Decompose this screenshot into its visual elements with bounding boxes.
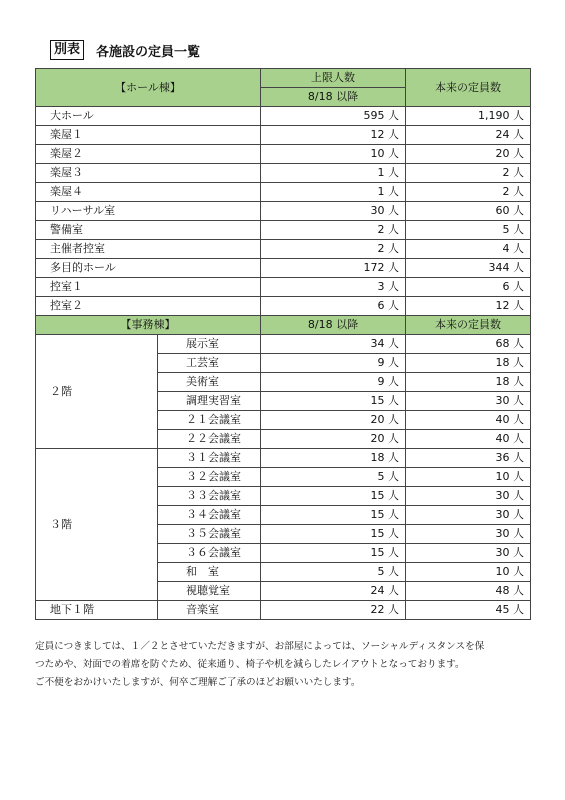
floor-label: 地下１階 <box>36 601 158 620</box>
room-limit: 6 人 <box>261 297 406 316</box>
room-capacity: 45 人 <box>406 601 531 620</box>
hall-header-row <box>36 69 531 88</box>
room-capacity: 1,190 人 <box>406 107 531 126</box>
room-name: ２２会議室 <box>158 430 261 449</box>
office-room-row <box>36 601 531 620</box>
room-limit: 30 人 <box>261 202 406 221</box>
room-name: ３６会議室 <box>158 544 261 563</box>
floor-label: ３階 <box>36 449 158 601</box>
room-limit: 34 人 <box>261 335 406 354</box>
room-limit: 20 人 <box>261 430 406 449</box>
room-limit: 172 人 <box>261 259 406 278</box>
title-text: 各施設の定員一覧 <box>96 44 201 60</box>
room-name: リハーサル室 <box>36 202 261 221</box>
room-capacity: 18 人 <box>406 373 531 392</box>
room-capacity: 30 人 <box>406 544 531 563</box>
room-limit: 2 人 <box>261 240 406 259</box>
room-limit: 18 人 <box>261 449 406 468</box>
room-name: 大ホール <box>36 107 261 126</box>
room-capacity: 4 人 <box>406 240 531 259</box>
room-name: ３１会議室 <box>158 449 261 468</box>
room-name: 調理実習室 <box>158 392 261 411</box>
appendix-tag: 別表 <box>50 40 84 60</box>
hall-room-row <box>36 145 531 164</box>
hall-room-row <box>36 240 531 259</box>
capacity-column-header: 本来の定員数 <box>406 69 531 107</box>
floor-label: ２階 <box>36 335 158 449</box>
room-name: 工芸室 <box>158 354 261 373</box>
room-limit: 15 人 <box>261 392 406 411</box>
room-name: 展示室 <box>158 335 261 354</box>
room-name: 視聴覚室 <box>158 582 261 601</box>
room-capacity: 2 人 <box>406 164 531 183</box>
room-name: 美術室 <box>158 373 261 392</box>
room-limit: 15 人 <box>261 506 406 525</box>
room-limit: 2 人 <box>261 221 406 240</box>
room-capacity: 18 人 <box>406 354 531 373</box>
room-capacity: 30 人 <box>406 392 531 411</box>
room-capacity: 10 人 <box>406 468 531 487</box>
date-column-header: 8/18 以降 <box>261 88 406 107</box>
room-capacity: 30 人 <box>406 506 531 525</box>
hall-room-row <box>36 126 531 145</box>
room-name: 音楽室 <box>158 601 261 620</box>
room-name: ３５会議室 <box>158 525 261 544</box>
room-capacity: 10 人 <box>406 563 531 582</box>
hall-room-row <box>36 221 531 240</box>
room-capacity: 30 人 <box>406 487 531 506</box>
hall-room-row <box>36 107 531 126</box>
hall-room-row <box>36 202 531 221</box>
room-limit: 1 人 <box>261 183 406 202</box>
room-limit: 9 人 <box>261 373 406 392</box>
room-limit: 15 人 <box>261 525 406 544</box>
room-limit: 595 人 <box>261 107 406 126</box>
room-capacity: 20 人 <box>406 145 531 164</box>
room-name: 楽屋２ <box>36 145 261 164</box>
hall-room-row <box>36 164 531 183</box>
hall-room-row <box>36 183 531 202</box>
hall-section-header: 【ホール棟】 <box>36 69 261 107</box>
hall-room-row <box>36 297 531 316</box>
room-capacity: 68 人 <box>406 335 531 354</box>
footnote-line: ご不便をおかけいたしますが、何卒ご理解ご了承のほどお願いいたします。 <box>35 677 361 688</box>
footnote-line: 定員につきましては、１／２とさせていただきますが、お部屋によっては、ソーシャルディスタンスを保 <box>35 641 485 652</box>
capacity-table-body <box>36 69 531 620</box>
office-room-row <box>36 335 531 354</box>
room-limit: 22 人 <box>261 601 406 620</box>
hall-room-row <box>36 278 531 297</box>
room-capacity: 60 人 <box>406 202 531 221</box>
room-capacity: 6 人 <box>406 278 531 297</box>
room-limit: 12 人 <box>261 126 406 145</box>
room-name: ２１会議室 <box>158 411 261 430</box>
page-title <box>50 40 200 60</box>
room-name: ３３会議室 <box>158 487 261 506</box>
room-name: 楽屋４ <box>36 183 261 202</box>
room-name: 警備室 <box>36 221 261 240</box>
room-limit: 15 人 <box>261 487 406 506</box>
room-capacity: 24 人 <box>406 126 531 145</box>
room-name: 控室１ <box>36 278 261 297</box>
room-name: ３４会議室 <box>158 506 261 525</box>
office-room-row <box>36 449 531 468</box>
limit-column-header: 上限人数 <box>261 69 406 88</box>
room-capacity: 48 人 <box>406 582 531 601</box>
capacity-table <box>35 68 531 620</box>
room-name: 控室２ <box>36 297 261 316</box>
room-limit: 20 人 <box>261 411 406 430</box>
room-capacity: 5 人 <box>406 221 531 240</box>
room-capacity: 40 人 <box>406 411 531 430</box>
room-name: ３２会議室 <box>158 468 261 487</box>
room-limit: 3 人 <box>261 278 406 297</box>
room-capacity: 344 人 <box>406 259 531 278</box>
office-section-header: 【事務棟】 <box>36 316 261 335</box>
room-limit: 15 人 <box>261 544 406 563</box>
room-limit: 5 人 <box>261 563 406 582</box>
room-capacity: 40 人 <box>406 430 531 449</box>
footnote <box>35 638 535 692</box>
room-capacity: 30 人 <box>406 525 531 544</box>
capacity-column-header: 本来の定員数 <box>406 316 531 335</box>
room-name: 多目的ホール <box>36 259 261 278</box>
office-header-row <box>36 316 531 335</box>
room-limit: 24 人 <box>261 582 406 601</box>
room-capacity: 36 人 <box>406 449 531 468</box>
room-name: 主催者控室 <box>36 240 261 259</box>
room-capacity: 12 人 <box>406 297 531 316</box>
room-name: 和 室 <box>158 563 261 582</box>
room-limit: 5 人 <box>261 468 406 487</box>
date-column-header: 8/18 以降 <box>261 316 406 335</box>
room-name: 楽屋３ <box>36 164 261 183</box>
room-name: 楽屋１ <box>36 126 261 145</box>
room-limit: 10 人 <box>261 145 406 164</box>
footnote-line: つためや、対面での着席を防ぐため、従来通り、椅子や机を減らしたレイアウトとなっております。 <box>35 659 465 670</box>
room-capacity: 2 人 <box>406 183 531 202</box>
room-limit: 9 人 <box>261 354 406 373</box>
hall-room-row <box>36 259 531 278</box>
room-limit: 1 人 <box>261 164 406 183</box>
